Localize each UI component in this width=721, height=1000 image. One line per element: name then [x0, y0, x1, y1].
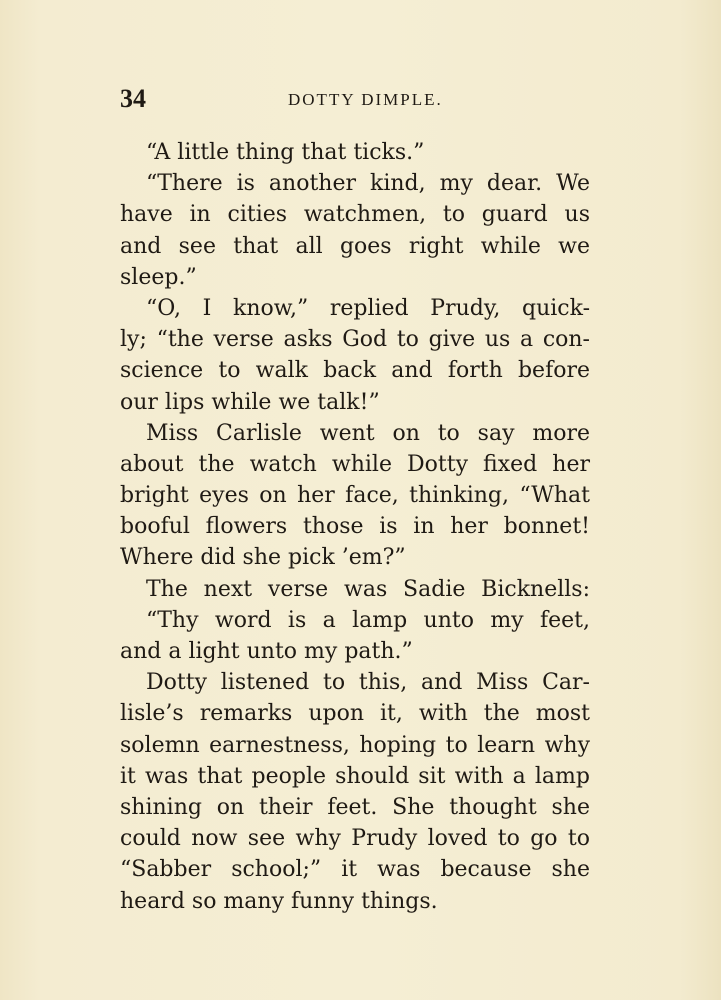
text-line: about the watch while Dotty fixed her: [120, 451, 590, 477]
running-head: DOTTY DIMPLE.: [288, 90, 443, 109]
text-line: “O, I know,” replied Prudy, quick-: [146, 295, 590, 321]
text-line: ly; “the verse asks God to give us a con-: [120, 327, 590, 353]
text-line: booful flowers those is in her bonnet!: [120, 514, 590, 540]
text-line: solemn earnestness, hoping to learn why: [120, 732, 590, 758]
text-line: lisle’s remarks upon it, with the most: [120, 701, 590, 727]
text-line: and see that all goes right while we: [120, 233, 590, 259]
text-line: “A little thing that ticks.”: [146, 140, 425, 165]
text-line: Miss Carlisle went on to say more: [146, 420, 590, 446]
text-line: heard so many funny things.: [120, 888, 438, 914]
body-text: [120, 137, 590, 917]
text-line: have in cities watchmen, to guard us: [120, 202, 590, 228]
text-line: sleep.”: [120, 264, 197, 290]
text-line: Dotty listened to this, and Miss Car-: [146, 670, 590, 696]
text-line: it was that people should sit with a lamp: [120, 763, 590, 789]
text-line: could now see why Prudy loved to go to: [120, 826, 590, 852]
text-line: The next verse was Sadie Bicknells:: [146, 576, 590, 602]
page-number: 34: [120, 84, 146, 113]
page-header: [120, 84, 590, 114]
text-line: bright eyes on her face, thinking, “What: [120, 483, 590, 509]
text-line: “Thy word is a lamp unto my feet,: [146, 607, 590, 633]
text-line: Where did she pick ’em?”: [120, 545, 406, 571]
text-line: shining on their feet. She thought she: [120, 794, 590, 820]
text-line: and a light unto my path.”: [120, 639, 413, 664]
text-line: our lips while we talk!”: [120, 389, 380, 415]
text-line: science to walk back and forth before: [120, 358, 590, 384]
text-line: “There is another kind, my dear. We: [146, 171, 590, 197]
text-line: “Sabber school;” it was because she: [120, 857, 590, 883]
